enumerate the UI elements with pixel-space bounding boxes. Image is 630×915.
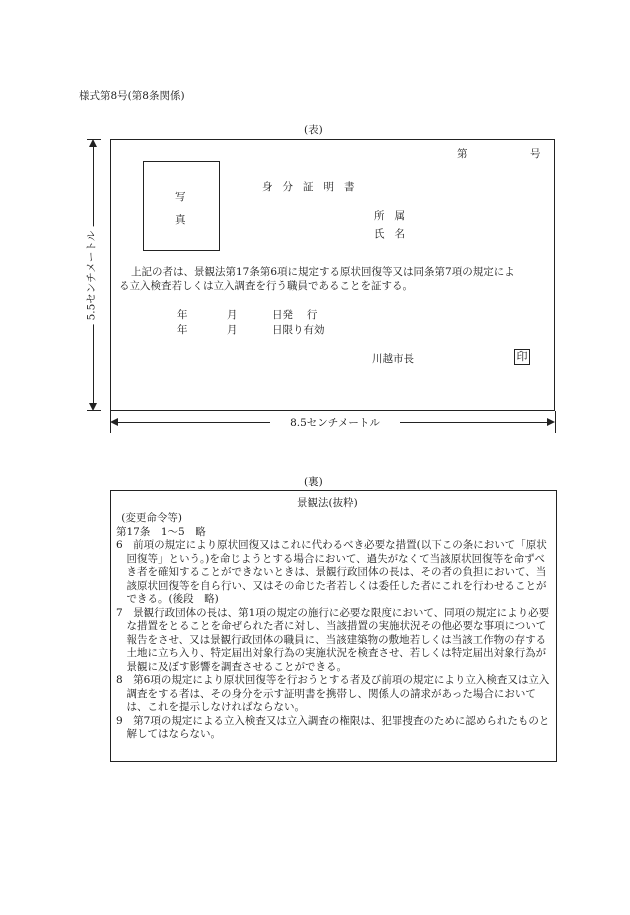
excerpt-paragraph-7: 7 景観行政団体の長は、第1項の規定の施行に必要な限度において、同項の規定により必要な措置をとることを命ぜられた者に対し、当該措置の実施状況その他必要な事項について報告をさせ、又は景観行政団体の職員に、当該建築物の敷地若しくは当該工作物の存する土地に立ち入り、特定届出対象行為の実施状況を検査させ、若しくは特定届出対象行為が景観に及ぼす影響を調査させることができる。 — [116, 606, 550, 673]
width-dimension-label: 8.5センチメートル — [270, 415, 400, 430]
issue-month: 月 — [227, 309, 238, 321]
number-suffix: 号 — [530, 148, 541, 160]
front-side-label: (表) — [304, 124, 323, 136]
width-arrow-left-icon — [110, 418, 118, 426]
form-label: 様式第8号(第8条関係) — [79, 90, 185, 102]
valid-month: 月 — [227, 324, 238, 336]
certificate-title: 身分証明書 — [262, 181, 365, 193]
excerpt-paragraph-8: 8 第6項の規定により原状回復等を行おうとする者及び前項の規定により立入検査又は立入調査をする者は、その身分を示す証明書を携帯し、関係人の請求があった場合においては、これを提示しなければならない。 — [116, 674, 550, 713]
photo-placeholder — [143, 161, 220, 251]
issue-year: 年 — [177, 309, 188, 321]
photo-label-2: 真 — [175, 214, 186, 226]
seal-mark: 印 — [514, 349, 530, 365]
affiliation-label: 所属 — [374, 210, 415, 222]
issuer-name: 川越市長 — [372, 353, 414, 365]
width-arrow-right-icon — [547, 418, 555, 426]
height-dimension-label: 5.5センチメートル — [71, 195, 111, 355]
back-side-label: (裏) — [304, 476, 323, 488]
excerpt-paragraph-9: 9 第7項の規定による立入検査又は立入調査の権限は、犯罪捜査のために認められたものと解してはならない。 — [116, 714, 550, 740]
number-label: 第 — [457, 148, 468, 160]
excerpt-paragraph-6: 6 前項の規定により原状回復又はこれに代わるべき必要な措置(以下この条において「原状回復等」という。)を命じようとする場合において、過失がなくて当該原状回復等を命ずべき者を確知することができないときは、景観行政団体の長は、その者の負担において、当該原状回復等を自ら行い、又はその命じた者若しくは委任した者にこれを行わせることができる。(後段 略) — [116, 539, 547, 605]
issue-day: 日発 行 — [272, 309, 318, 321]
name-label: 氏名 — [374, 228, 415, 240]
width-tick-right — [555, 411, 556, 433]
law-excerpt — [116, 512, 554, 742]
back-title: 景観法(抜粋) — [297, 497, 358, 509]
excerpt-article: 第17条 1～5 略 — [116, 525, 206, 538]
excerpt-subtitle: (変更命令等) — [121, 512, 182, 524]
height-arrow-up-icon — [89, 139, 97, 147]
valid-year: 年 — [177, 324, 188, 336]
statement-line-2: る立入検査若しくは立入調査を行う職員であることを証する。 — [119, 280, 413, 292]
valid-day: 日限り有効 — [272, 324, 325, 336]
height-arrow-down-icon — [89, 403, 97, 411]
photo-label-1: 写 — [175, 191, 186, 203]
statement-line-1: 上記の者は、景観法第17条第6項に規定する原状回復等又は同条第7項の規定によ — [131, 266, 515, 278]
